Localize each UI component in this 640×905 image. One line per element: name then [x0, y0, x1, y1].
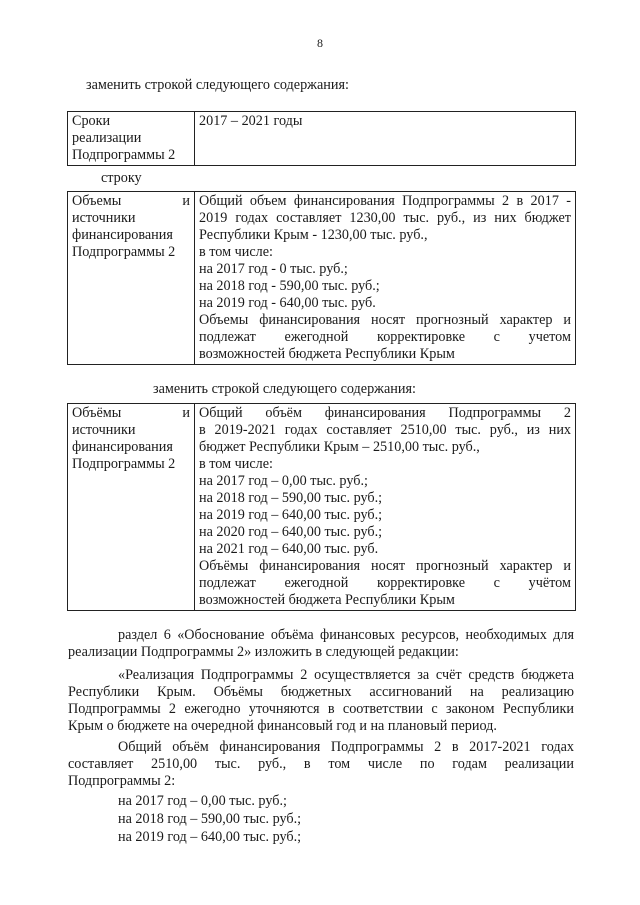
value-line: Республики Крым - 1230,00 тыс. руб., — [199, 227, 428, 243]
table-funding-old — [67, 191, 576, 365]
label-line: Подпрограммы 2 — [72, 456, 176, 472]
word-stroku: строку — [101, 170, 142, 186]
year-item-2018: на 2018 год – 590,00 тыс. руб.; — [118, 811, 302, 827]
label-line: реализации — [72, 130, 142, 146]
label-line: источники — [72, 422, 136, 438]
table-funding-new — [67, 403, 576, 611]
label-line: Объёмы и — [72, 405, 190, 421]
value-line: бюджет Республики Крым – 2510,00 тыс. руб., — [199, 439, 480, 455]
value-line: в 2019-2021 годах составляет 2510,00 тыс. руб., из них — [199, 422, 571, 438]
label-line: финансирования — [72, 227, 173, 243]
value-line: на 2019 год - 640,00 тыс. руб. — [199, 295, 376, 311]
label-line: Подпрограммы 2 — [72, 147, 176, 163]
value-line: на 2017 год - 0 тыс. руб.; — [199, 261, 348, 277]
text-line: составляет 2510,00 тыс. руб., в том числе по годам реализации — [68, 756, 574, 772]
value-line: на 2019 год – 640,00 тыс. руб.; — [199, 507, 383, 523]
value-line: Объёмы финансирования носят прогнозный характер и — [199, 558, 571, 574]
value-line: на 2017 год – 0,00 тыс. руб.; — [199, 473, 368, 489]
value-line: Общий объём финансирования Подпрограммы 2 — [199, 405, 571, 421]
text-line: Подпрограммы 2 ежегодно уточняются в соответствии с законом Республики — [68, 701, 574, 717]
label-line: финансирования — [72, 439, 173, 455]
text-line: Республики Крым. Объёмы бюджетных ассигнований на реализацию — [68, 684, 574, 700]
value-line: на 2020 год – 640,00 тыс. руб.; — [199, 524, 383, 540]
text-line: раздел 6 «Обоснование объёма финансовых ресурсов, необходимых для — [118, 627, 574, 643]
text-line: Общий объём финансирования Подпрограммы 2 в 2017-2021 годах — [118, 739, 574, 755]
implementation-paragraph — [68, 667, 574, 735]
table-terms-value — [195, 112, 576, 166]
value-line: на 2021 год – 640,00 тыс. руб. — [199, 541, 379, 557]
table-funding-new-value — [195, 404, 576, 611]
label-line: Объемы и — [72, 193, 190, 209]
value-line: на 2018 год – 590,00 тыс. руб.; — [199, 490, 383, 506]
text-line: Подпрограммы 2: — [68, 773, 176, 789]
section6-paragraph — [68, 627, 574, 661]
label-line: Подпрограммы 2 — [72, 244, 176, 260]
intro-replace-2: заменить строкой следующего содержания: — [153, 381, 416, 397]
page-number: 8 — [317, 36, 323, 50]
table-funding-old-label — [68, 192, 195, 365]
table-funding-new-label — [68, 404, 195, 611]
value-line: Объемы финансирования носят прогнозный характер и — [199, 312, 571, 328]
value-line: Общий объем финансирования Подпрограммы 2 в 2017 - — [199, 193, 571, 209]
total-funding-paragraph — [68, 739, 574, 790]
table-funding-old-value — [195, 192, 576, 365]
value-line: в том числе: — [199, 456, 273, 472]
year-item-2017: на 2017 год – 0,00 тыс. руб.; — [118, 793, 287, 809]
value-line: подлежат ежегодной корректировке с учетом — [199, 329, 571, 345]
table-terms-label — [68, 112, 195, 166]
value-line: 2017 – 2021 годы — [199, 113, 303, 129]
text-line: Крым о бюджете на очередной финансовый год и на плановый период. — [68, 718, 497, 734]
intro-replace-1: заменить строкой следующего содержания: — [86, 77, 349, 93]
text-line: «Реализация Подпрограммы 2 осуществляется за счёт средств бюджета — [118, 667, 574, 683]
table-terms — [67, 111, 576, 166]
label-line: Сроки — [72, 113, 111, 129]
value-line: возможностей бюджета Республики Крым — [199, 346, 455, 362]
value-line: подлежат ежегодной корректировке с учётом — [199, 575, 571, 591]
value-line: в том числе: — [199, 244, 273, 260]
value-line: 2019 годах составляет 1230,00 тыс. руб., из них бюджет — [199, 210, 571, 226]
text-line: реализации Подпрограммы 2» изложить в следующей редакции: — [68, 644, 459, 660]
label-line: источники — [72, 210, 136, 226]
value-line: возможностей бюджета Республики Крым — [199, 592, 455, 608]
value-line: на 2018 год - 590,00 тыс. руб.; — [199, 278, 380, 294]
year-item-2019: на 2019 год – 640,00 тыс. руб.; — [118, 829, 302, 845]
